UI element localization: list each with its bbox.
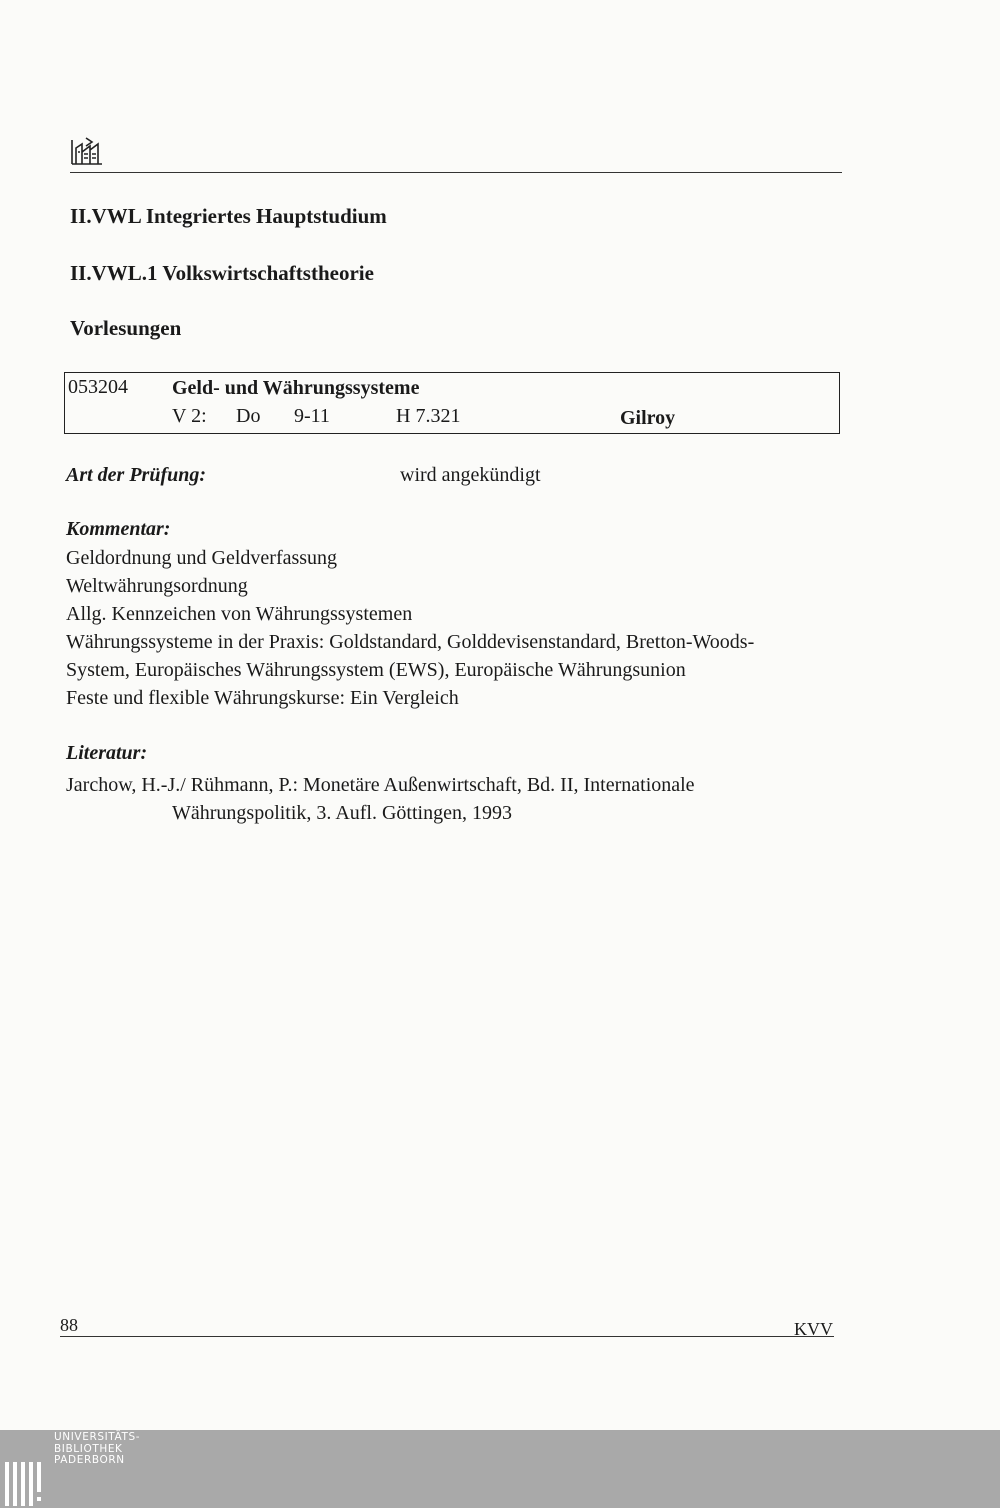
- library-name-line: PADERBORN: [54, 1454, 125, 1466]
- kommentar-line: Allg. Kennzeichen von Währungssystemen: [66, 603, 413, 625]
- course-title: Geld- und Währungssysteme: [172, 377, 420, 399]
- library-name-line: UNIVERSITÄTS-: [54, 1431, 141, 1443]
- kommentar-line: Weltwährungsordnung: [66, 575, 248, 597]
- pruefung-label: Art der Prüfung:: [66, 464, 207, 486]
- kommentar-line: Geldordnung und Geldverfassung: [66, 547, 338, 569]
- building-logo-icon: [70, 132, 104, 166]
- course-time: 9-11: [294, 405, 330, 427]
- footer-code: KVV: [794, 1319, 833, 1339]
- kommentar-line: Feste und flexible Währungskurse: Ein Vergleich: [66, 687, 459, 709]
- page-number: 88: [60, 1315, 78, 1335]
- section-heading: II.VWL Integriertes Hauptstudium: [70, 204, 387, 228]
- category-heading: Vorlesungen: [70, 316, 182, 340]
- literatur-entry-line: Jarchow, H.-J./ Rühmann, P.: Monetäre Außenwirtschaft, Bd. II, Internationale: [66, 774, 695, 796]
- kommentar-line: Währungssysteme in der Praxis: Goldstandard, Golddevisenstandard, Bretton-Woods-: [66, 631, 755, 653]
- course-number: 053204: [68, 376, 128, 398]
- footer-rule: [60, 1336, 834, 1337]
- pruefung-value: wird angekündigt: [400, 464, 541, 486]
- library-bar: [0, 1430, 1000, 1508]
- library-name: [54, 1432, 140, 1467]
- course-room: H 7.321: [396, 405, 461, 427]
- course-day: Do: [236, 405, 261, 427]
- kommentar-line: System, Europäisches Währungssystem (EWS), Europäische Währungsunion: [66, 659, 686, 681]
- literatur-entry-line: Währungspolitik, 3. Aufl. Göttingen, 1993: [172, 802, 512, 824]
- course-lecturer: Gilroy: [620, 407, 676, 429]
- library-name-line: BIBLIOTHEK: [54, 1442, 123, 1455]
- library-stripes-icon: [4, 1462, 48, 1506]
- course-type: V 2:: [172, 405, 207, 427]
- kommentar-text: [66, 544, 754, 712]
- subsection-heading: II.VWL.1 Volkswirtschaftstheorie: [70, 261, 374, 285]
- header-rule: [70, 172, 842, 173]
- kommentar-label: Kommentar:: [66, 518, 171, 540]
- literatur-label: Literatur:: [66, 742, 148, 764]
